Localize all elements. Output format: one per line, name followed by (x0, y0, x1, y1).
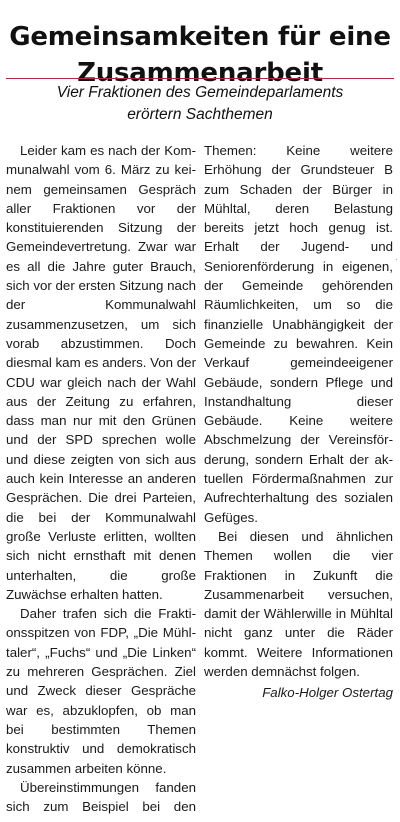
headline-line-2: Zusammenarbeit (77, 58, 323, 89)
headline-divider (6, 78, 394, 79)
paragraph-3: Übereinstimmungen fanden sich zum Beispiel bei den (6, 779, 196, 815)
headline-line-1: Gemeinsamkeiten für eine (9, 22, 391, 53)
subtitle (0, 82, 400, 126)
paragraph-4: Bei diesen und ähnlichen Themen wollen die vier Fraktionen in Zukunft die Zusammenarbeit versuchen, damit der Wählerwille in Mühltal nicht ganz unter die Räder kommt. Weitere Informationen werden demnächst folgen. (204, 528, 393, 680)
paragraph-3-continued: Themen: Keine weitere Erhöhung der Grundsteuer B zum Schaden der Bürger in Mühltal, deren Belastung bereits jetzt hoch genug ist. Erhalt der Jugend- und Seniorenförderung in eigenen, der Gemeinde gehörenden Räumlichkeiten, um so die finanzielle Unabhängigkeit der Gemeinde zu bewahren. Kein Verkauf gemeindeeigener Gebäude, sondern Pflege und Instandhaltung dieser Gebäude. Keine weitere Abschmelzung der Vereinsförderung, sondern Erhalt der aktuellen Fördermaßnahmen zur Aufrechterhaltung des sozialen Gefüges. (204, 143, 393, 525)
paragraph-2: Daher trafen sich die Fraktionsspitzen von FDP, „Die Mühltaler“, „Fuchs“ und „Die Linken“ zu mehreren Gesprächen. Ziel und Zweck dieser Gespräche war es, abzuklopfen, ob man bei bestimmten Themen konstruktiv und demokratisch zusammen arbeiten könne. (6, 606, 196, 776)
article-column-left (6, 141, 196, 816)
margin-mark: · (395, 254, 399, 265)
paragraph-1: Leider kam es nach der Kommunalwahl vom 6. März zu keinem gemeinsamen Gespräch aller Fraktionen vor der konstituierenden Sitzung der Gemeindevertretung. Zwar war es all die Jahre guter Brauch, sich vor der ersten Sitzung nach der Kommunalwahl zusammenzusetzen, um sich vorab abzustimmen. Doch diesmal kam es anders. Von der CDU war gleich nach der Wahl aus der Zeitung zu erfahren, dass man nur mit den Grünen und der SPD sprechen wolle und diese zeigten von sich aus auch kein Interesse an anderen Gesprächen. Die drei Parteien, die bei der Kommunalwahl große Verluste erlitten, wollten sich nicht ernsthaft mit denen unterhalten, die große Zuwächse erhalten hatten. (6, 143, 196, 602)
subtitle-line-2: erörtern Sachthemen (127, 106, 273, 123)
article-column-right (204, 141, 393, 703)
author-byline: Falko-Holger Ostertag (262, 685, 393, 701)
subtitle-line-1: Vier Fraktionen des Gemeindeparlaments (56, 84, 344, 101)
headline (0, 19, 400, 91)
